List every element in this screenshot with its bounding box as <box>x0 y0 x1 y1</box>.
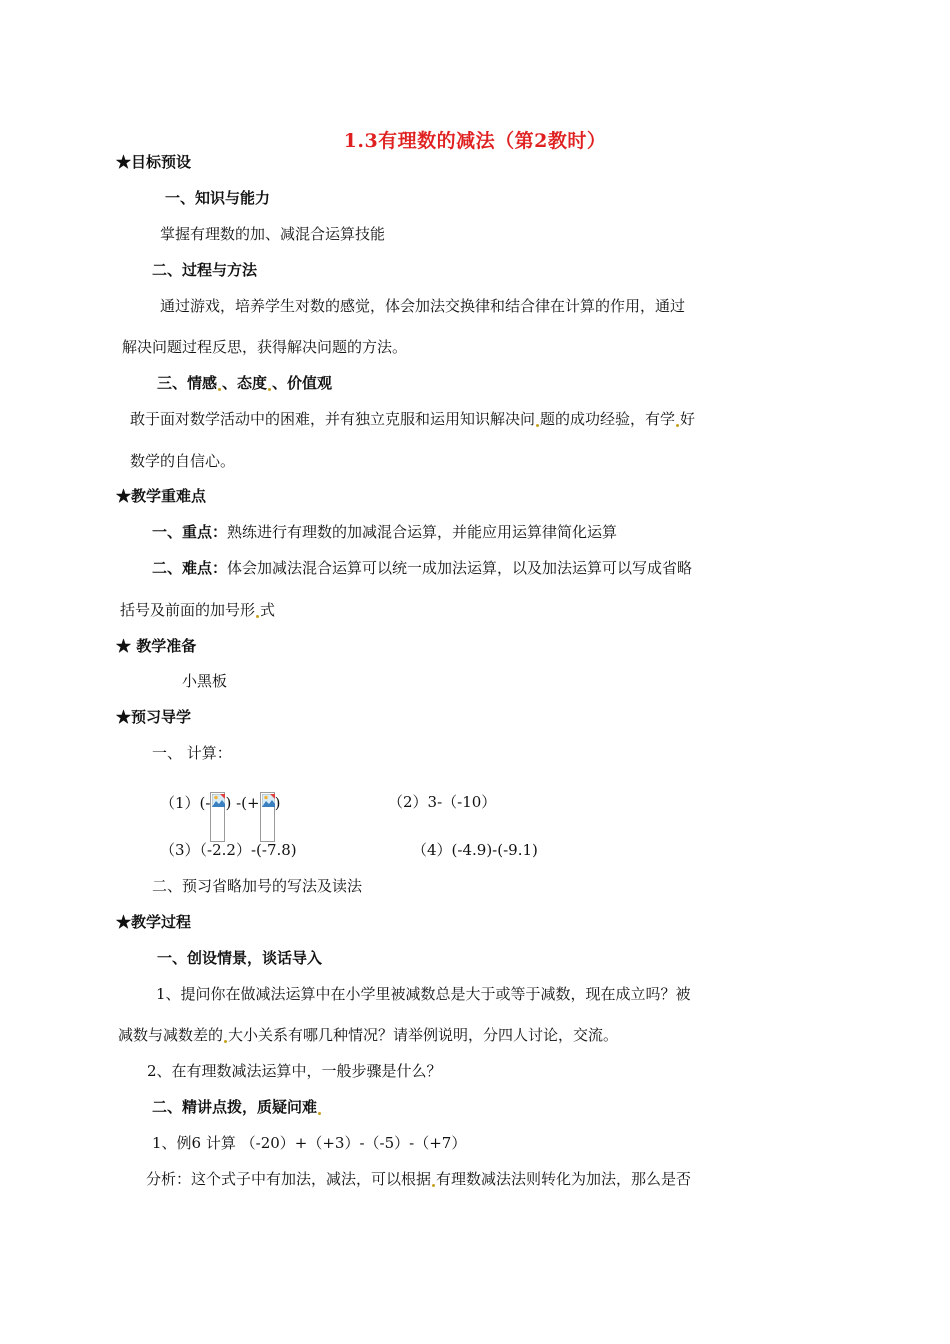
section-heading-preview: ★预习导学 <box>116 708 192 726</box>
process-text-question1-line2 <box>118 1025 618 1045</box>
process-heading-explain <box>152 1097 322 1117</box>
keypoint-difficulty-line2-part2: 式 <box>260 601 276 619</box>
preview-question-3: （3）（-2.2）-(-7.8) <box>160 841 297 859</box>
prep-item: 小黑板 <box>182 672 228 690</box>
preview-heading-omit: 二、预习省略加号的写法及读法 <box>152 877 363 895</box>
process-heading-intro: 一、创设情景，谈话导入 <box>157 949 323 967</box>
annotation-mark <box>256 615 259 618</box>
process-text-question1-line2-part1: 减数与减数差的 <box>118 1026 224 1044</box>
goal-text-attitude-line2: 数学的自信心。 <box>130 452 236 470</box>
annotation-mark <box>224 1040 227 1043</box>
keypoint-focus <box>152 522 617 542</box>
process-analysis-part2: 有理数减法法则转化为加法，那么是否 <box>436 1170 692 1188</box>
process-text-question1-line2-part2: 大小关系有哪几种情况？请举例说明，分四人讨论，交流。 <box>228 1026 619 1044</box>
preview-question-1-end: ) <box>274 794 281 812</box>
keypoint-difficulty <box>152 558 692 578</box>
keypoint-focus-text: 熟练进行有理数的加减混合运算，并能应用运算律简化运算 <box>227 523 618 541</box>
section-heading-goals: ★目标预设 <box>116 153 192 171</box>
goal-text-attitude-part3: 好 <box>680 410 696 428</box>
broken-image-icon <box>210 792 225 842</box>
goal-heading-attitude <box>157 373 332 393</box>
keypoint-difficulty-line2-part1: 括号及前面的加号形 <box>120 601 256 619</box>
annotation-mark <box>536 424 539 427</box>
annotation-mark <box>268 388 271 391</box>
section-heading-prep: ★ 教学准备 <box>116 637 197 655</box>
annotation-mark <box>318 1112 321 1115</box>
section-heading-keypoints: ★教学重难点 <box>116 487 207 505</box>
keypoint-focus-label: 一、重点： <box>152 523 228 541</box>
goal-heading-attitude-part3: 、价值观 <box>272 374 333 392</box>
goal-text-knowledge: 掌握有理数的加、减混合运算技能 <box>160 225 386 243</box>
preview-question-1-middle: ) -(+ <box>225 794 260 812</box>
section-heading-process: ★教学过程 <box>116 913 192 931</box>
preview-question-2: （2）3-（-10） <box>388 793 497 811</box>
process-text-question1-line1: 1、提问你在做减法运算中在小学里被减数总是大于或等于减数，现在成立吗？被 <box>156 985 691 1003</box>
process-analysis-part1: 分析：这个式子中有加法，减法，可以根据 <box>146 1170 432 1188</box>
goal-text-attitude-line1 <box>130 409 695 429</box>
broken-image-icon <box>260 792 275 842</box>
goal-heading-process: 二、过程与方法 <box>152 261 258 279</box>
goal-text-process-line1: 通过游戏，培养学生对数的感觉，体会加法交换律和结合律在计算的作用，通过 <box>160 297 686 315</box>
goal-heading-attitude-part1: 三、情感 <box>157 374 218 392</box>
process-text-question2: 2、在有理数减法运算中，一般步骤是什么？ <box>147 1062 442 1080</box>
annotation-mark <box>432 1184 435 1187</box>
goal-heading-attitude-part2: 、态度 <box>222 374 268 392</box>
annotation-mark <box>218 388 221 391</box>
keypoint-difficulty-line2 <box>120 600 275 620</box>
keypoint-difficulty-label: 二、难点： <box>152 559 228 577</box>
preview-heading-calc: 一、 计算： <box>152 744 232 762</box>
process-analysis <box>146 1169 691 1189</box>
preview-question-4: （4）(-4.9)-(-9.1) <box>412 841 538 859</box>
keypoint-difficulty-text: 体会加减法混合运算可以统一成加法运算，以及加法运算可以写成省略 <box>227 559 693 577</box>
preview-question-1 <box>160 792 280 842</box>
process-example-6: 1、例6 计算 （-20）+（+3）-（-5）-（+7） <box>152 1134 467 1152</box>
goal-text-attitude-part2: 题的成功经验，有学 <box>540 410 676 428</box>
process-heading-explain-text: 二、精讲点拨，质疑问难 <box>152 1098 318 1116</box>
goal-heading-knowledge: 一、知识与能力 <box>165 189 271 207</box>
goal-text-process-line2: 解决问题过程反思，获得解决问题的方法。 <box>122 338 408 356</box>
annotation-mark <box>676 424 679 427</box>
preview-question-1-start: （1）(- <box>160 794 211 812</box>
page-title: 1.3有理数的减法（第2教时） <box>343 130 607 152</box>
goal-text-attitude-part1: 敢于面对数学活动中的困难，并有独立克服和运用知识解决问 <box>130 410 536 428</box>
